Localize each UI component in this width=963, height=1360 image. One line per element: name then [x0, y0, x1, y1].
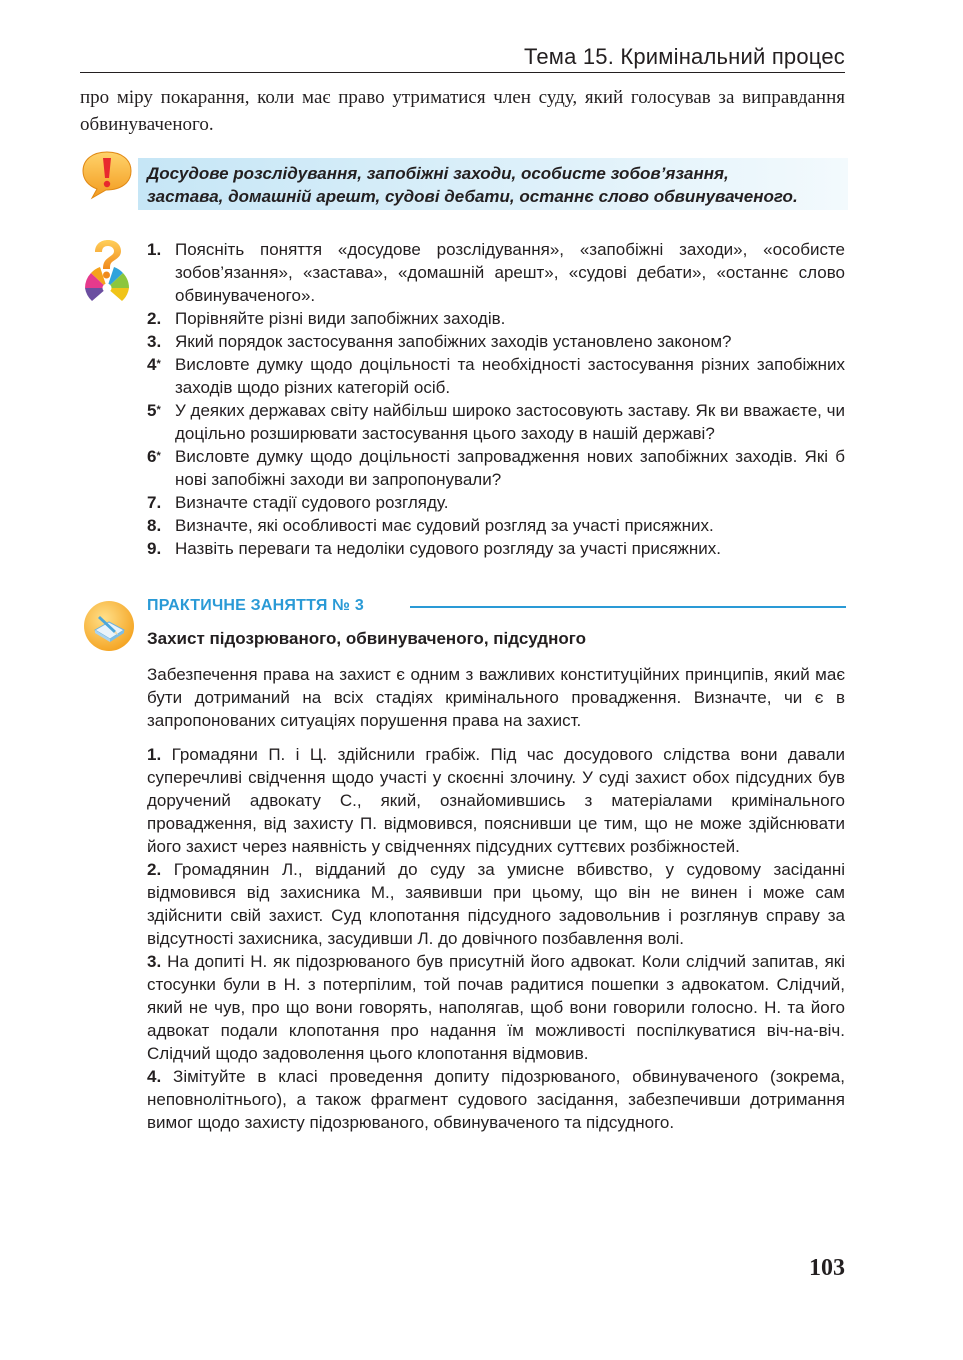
case-item	[147, 858, 845, 950]
question-text: Визначте, які особливості має судовий розгляд за участі присяжних.	[175, 516, 714, 535]
question-number: 3.	[147, 332, 162, 351]
case-number: 3.	[147, 952, 162, 971]
question-text: Висловте думку щодо доцільності та необхідності застосування різних запобіжних заходів щодо різних категорій осіб.	[175, 355, 845, 397]
practice-lead: Забезпечення права на захист є одним з важливих конституційних принципів, який має бути дотриманий на всіх стадіях кримінального провадження. Визначте, чи є в запропонованих ситуаціях порушення права на захист.	[147, 665, 845, 730]
key-terms	[147, 162, 847, 208]
advanced-star-mark: *	[156, 358, 161, 370]
question-number: 7.	[147, 493, 162, 512]
question-item	[147, 353, 845, 399]
case-number: 2.	[147, 860, 162, 879]
chapter-title: Тема 15. Кримінальний процес	[523, 44, 845, 69]
question-item	[147, 399, 845, 445]
notebook-pencil-icon	[83, 600, 135, 652]
case-item	[147, 1065, 845, 1134]
intro-paragraph	[80, 84, 845, 138]
question-item	[147, 491, 845, 514]
question-item	[147, 445, 845, 491]
question-text: Порівняйте різні види запобіжних заходів.	[175, 309, 506, 328]
header-divider	[80, 72, 845, 73]
question-number: 2.	[147, 309, 162, 328]
question-number: 6*	[147, 447, 161, 466]
exclamation-speech-bubble-icon	[80, 150, 134, 200]
question-item	[147, 514, 845, 537]
question-number: 9.	[147, 539, 162, 558]
question-number: 5*	[147, 401, 161, 420]
key-terms-line-2: застава, домашній арешт, судові дебати, останнє слово обвинуваченого.	[147, 187, 798, 206]
key-terms-line-1: Досудове розслідування, запобіжні заходи, особисте зобов’язання,	[147, 164, 729, 183]
case-text: Громадянин Л., відданий до суду за умисне вбивство, у судовому засіданні відмовився від захисника М., заявивши при цьому, що він не винен і може сам здійснити свій захист. Суд клопотання підсудного задовольнив і розглянув справу за відсутності захисника, засудивши Л. до довічного позбавлення волі.	[147, 860, 845, 948]
question-text: Назвіть переваги та недоліки судового розгляду за участі присяжних.	[175, 539, 722, 558]
question-text: Поясніть поняття «досудове розслідування», «запобіжні заходи», «особисте зобов’язання», «застава», «домашній арешт», «судові дебати», «останнє слово обвинуваченого».	[175, 240, 845, 305]
intro-text: про міру покарання, коли має право утриматися член суду, який голосував за виправдання обвинуваченого.	[80, 87, 845, 135]
practice-body	[147, 663, 845, 1134]
practice-heading-rule	[410, 606, 846, 608]
question-item	[147, 330, 845, 353]
question-mark-wheel-icon	[82, 238, 132, 302]
advanced-star-mark: *	[156, 404, 161, 416]
question-text: Висловте думку щодо доцільності запровадження нових запобіжних заходів. Які б нові запобіжні заходи ви запропонували?	[175, 447, 845, 489]
case-item	[147, 950, 845, 1065]
question-text: Який порядок застосування запобіжних заходів установлено законом?	[175, 332, 732, 351]
question-item	[147, 307, 845, 330]
case-number: 1.	[147, 745, 162, 764]
case-text: На допиті Н. як підозрюваного був присутній його адвокат. Коли слідчий запитав, які стосунки були в Н. з потерпілим, той почав радитися пошепки з адвокатом. Слідчий, який не чув, про що вони говорять, наполягав, щоб вони говорили голосно. Н. та його адвокат подали клопотання про надання їм можливості поспілкуватися віч-на-віч. Слідчий щодо задоволення цього клопотання відмовив.	[147, 952, 845, 1063]
practice-heading: ПРАКТИЧНЕ ЗАНЯТТЯ № 3	[147, 597, 364, 614]
question-number: 4*	[147, 355, 161, 374]
case-text: Громадяни П. і Ц. здійснили грабіж. Під час досудового слідства вони давали суперечливі свідчення щодо участі у скоєнні злочину. У суді захист обох підсудних був доручений адвокату С., який, ознайомившись з матеріалами кримінального провадження, від захисту П. відмовився, пояснивши це тим, що не може здійснювати його захист через наявність у свідченнях підсудних суттєвих розбіжностей.	[147, 745, 845, 856]
case-text: Зімітуйте в класі проведення допиту підозрюваного, обвинуваченого (зокрема, неповнолітнього), а також фрагмент судового засідання, забезпечивши дотримання вимог щодо захисту підозрюваного, обвинуваченого та підсудного.	[147, 1067, 845, 1132]
case-number: 4.	[147, 1067, 162, 1086]
question-text: Визначте стадії судового розгляду.	[175, 493, 449, 512]
advanced-star-mark: *	[156, 450, 161, 462]
question-number: 1.	[147, 240, 162, 259]
question-number: 8.	[147, 516, 162, 535]
page-number: 103	[809, 1255, 845, 1281]
question-item	[147, 238, 845, 307]
question-text: У деяких державах світу найбільш широко застосовують заставу. Як ви вважаєте, чи доцільно розширювати застосування цього заходу в нашій державі?	[175, 401, 845, 443]
practice-subtitle: Захист підозрюваного, обвинуваченого, підсудного	[147, 629, 586, 648]
case-item	[147, 743, 845, 858]
review-questions-list	[147, 238, 845, 560]
question-item	[147, 537, 845, 560]
